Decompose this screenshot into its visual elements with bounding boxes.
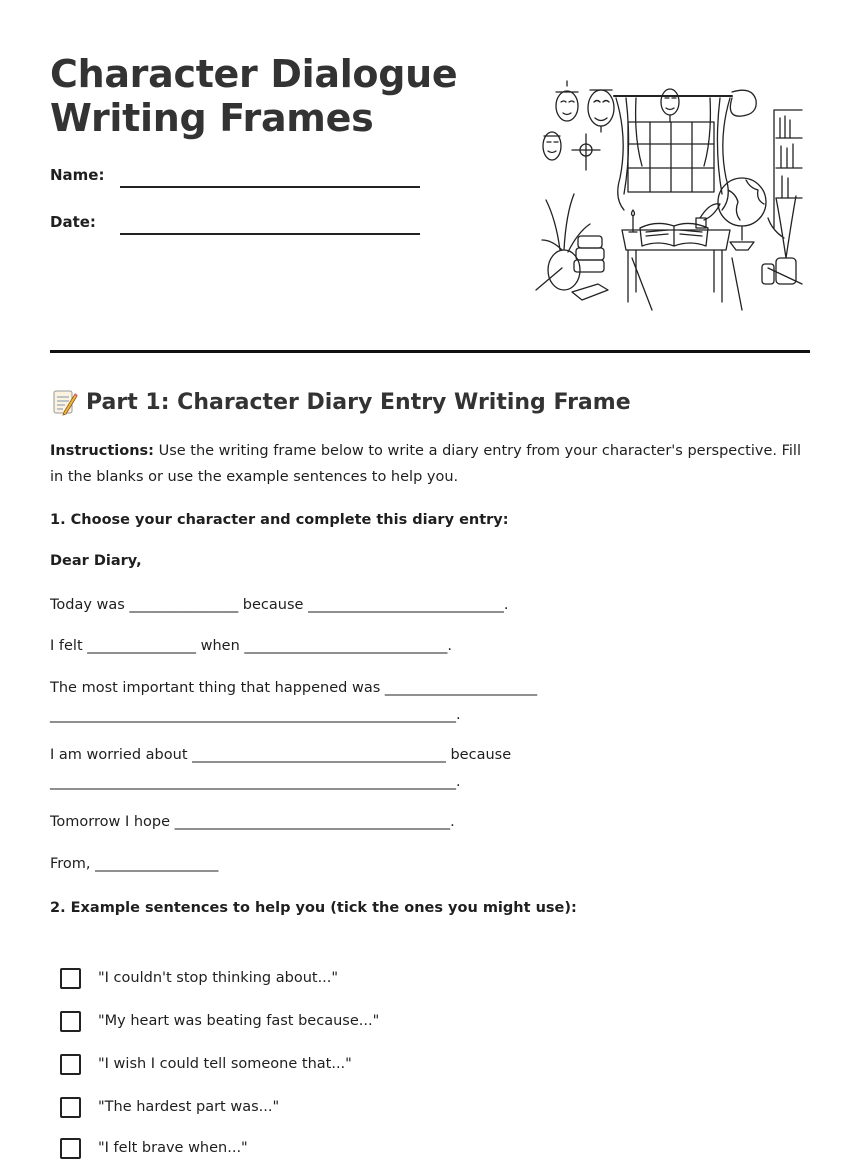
study-room-illustration	[532, 78, 804, 316]
instructions-label: Instructions:	[50, 443, 154, 459]
example-item	[60, 1135, 248, 1161]
example-text: "The hardest part was..."	[98, 1099, 280, 1115]
name-field	[50, 166, 430, 196]
diary-greeting: Dear Diary,	[50, 553, 142, 569]
date-input-line[interactable]	[120, 233, 420, 235]
example-item	[60, 1094, 279, 1120]
example-text: "My heart was beating fast because..."	[98, 1013, 380, 1029]
diary-line: I felt _______________ when ____________________________.	[50, 638, 452, 654]
part1-title-text: Part 1: Character Diary Entry Writing Frame	[86, 389, 631, 415]
checkbox[interactable]	[60, 968, 81, 989]
example-item	[60, 1051, 352, 1077]
diary-line: Tomorrow I hope ______________________________________.	[50, 814, 455, 830]
name-label: Name:	[50, 166, 105, 184]
diary-line: From, _________________	[50, 856, 219, 872]
diary-line: The most important thing that happened was _____________________ ________________________________________________________.	[50, 680, 538, 723]
title-line-2: Writing Frames	[50, 96, 374, 140]
checkbox[interactable]	[60, 1138, 81, 1159]
checkbox[interactable]	[60, 1097, 81, 1118]
page-title	[50, 52, 470, 140]
header-divider	[50, 350, 810, 353]
question-1: 1. Choose your character and complete this diary entry:	[50, 512, 509, 528]
example-item	[60, 965, 338, 991]
example-text: "I couldn't stop thinking about..."	[98, 970, 339, 986]
memo-icon	[50, 388, 78, 416]
diary-line: I am worried about ___________________________________ because ________________________________________________________.	[50, 747, 512, 790]
part1-title	[50, 388, 631, 416]
name-input-line[interactable]	[120, 186, 420, 188]
diary-line: Today was _______________ because ___________________________.	[50, 597, 509, 613]
date-label: Date:	[50, 213, 96, 231]
title-line-1: Character Dialogue	[50, 52, 458, 96]
date-field	[50, 213, 430, 243]
example-text: "I wish I could tell someone that..."	[98, 1056, 352, 1072]
instructions-text: Use the writing frame below to write a diary entry from your character's perspective. Fill in the blanks or use the example sentences to help you.	[50, 443, 801, 485]
checkbox[interactable]	[60, 1054, 81, 1075]
example-item	[60, 1008, 379, 1034]
instructions	[50, 438, 815, 490]
checkbox[interactable]	[60, 1011, 81, 1032]
example-text: "I felt brave when..."	[98, 1140, 248, 1156]
question-2: 2. Example sentences to help you (tick the ones you might use):	[50, 900, 577, 916]
